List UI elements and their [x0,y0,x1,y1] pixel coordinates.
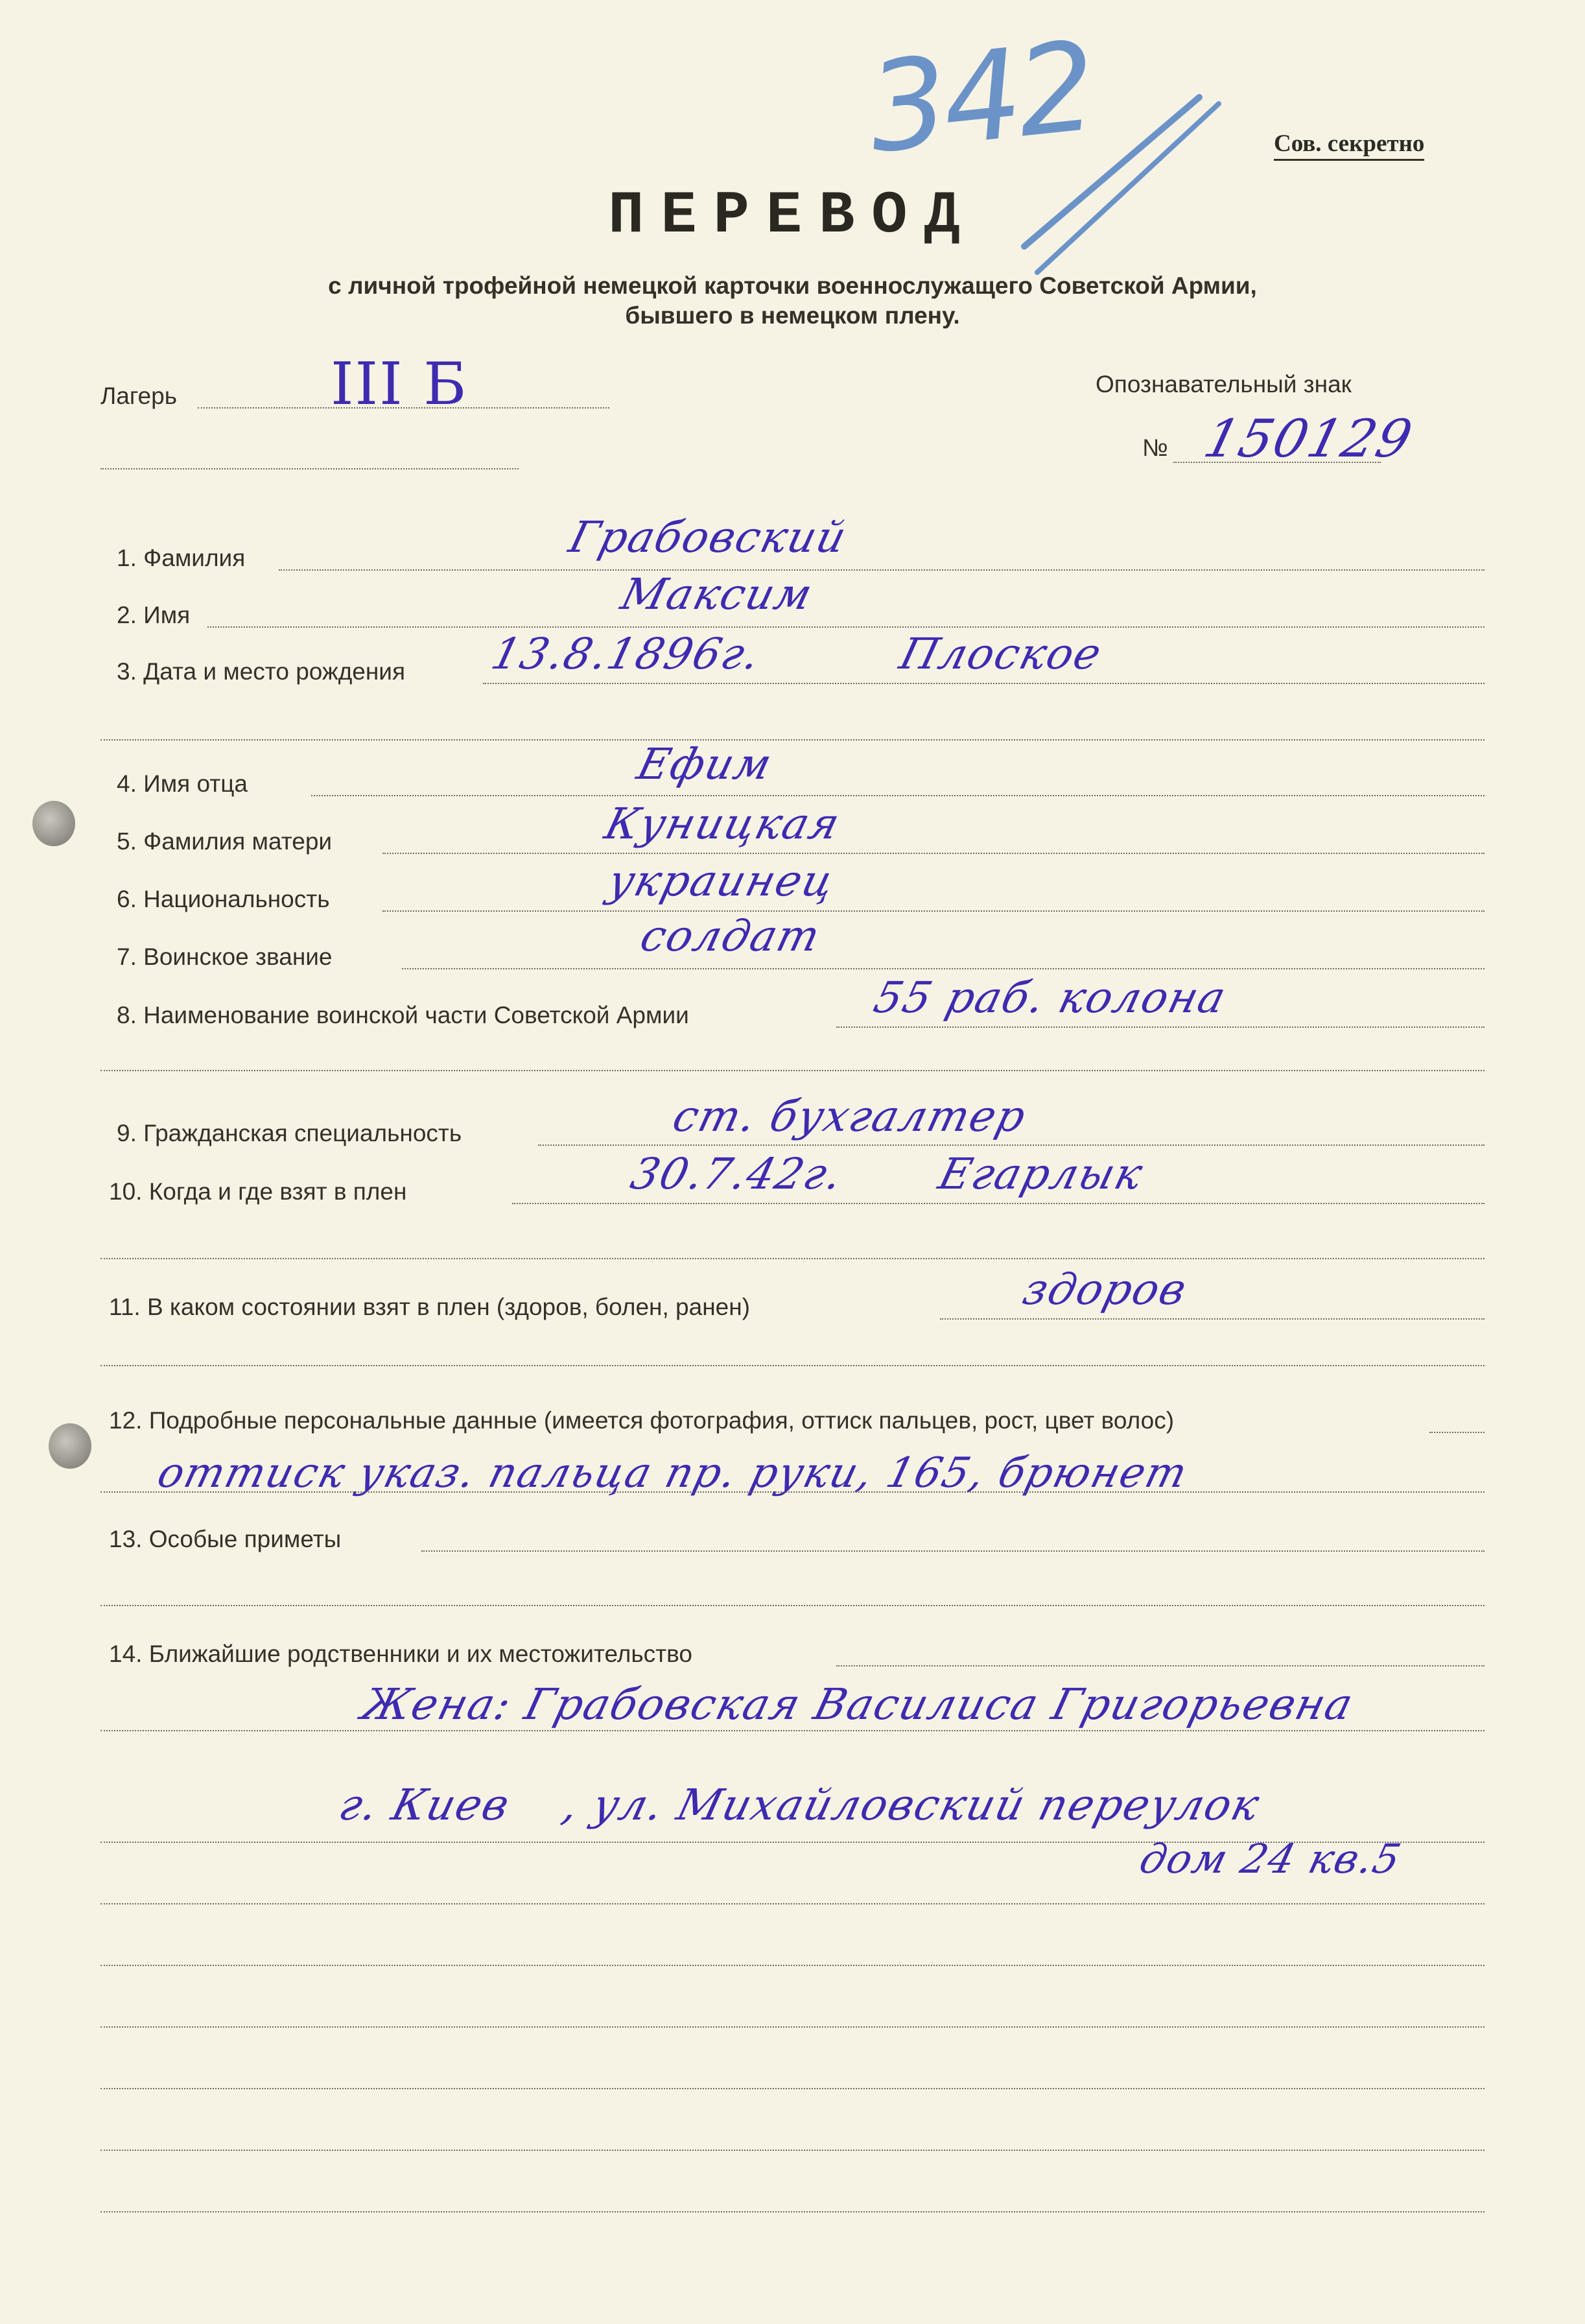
field-10-label: 10. Когда и где взят в плен [109,1178,407,1205]
field-7-label: 7. Воинское звание [117,943,333,970]
camp-label: Лагерь [100,383,177,409]
field-14-line-9 [100,2211,1485,2212]
field-14-line-8 [100,2150,1485,2151]
field-14-line-5 [100,1965,1485,1966]
field-14-line-7 [100,2088,1485,2089]
pencil-annotation: 342 [862,14,1099,181]
field-14-line2a: г. Киев [334,1780,515,1830]
field-5-line [382,853,1485,854]
field-8-value: 55 раб. колона [869,973,1232,1023]
field-10-line-2 [100,1258,1485,1259]
field-7-line [402,968,1485,969]
field-8-line [836,1026,1485,1028]
id-tag-number-label: № [1142,434,1168,461]
field-12-line-2 [100,1491,1485,1493]
field-2-label: 2. Имя [117,602,191,628]
field-14-line-2 [100,1730,1485,1731]
field-6-label: 6. Национальность [117,886,330,912]
field-5-label: 5. Фамилия матери [117,828,333,855]
field-2-value: Максим [616,569,819,619]
field-5-value: Куницкая [600,799,846,849]
field-14-label: 14. Ближайшие родственники и их местожительство [109,1641,692,1667]
field-6-value: украинец [603,856,840,906]
field-2-line [207,626,1485,628]
field-6-line [382,910,1485,912]
field-7-value: солдат [635,911,827,961]
camp-line-2 [100,468,519,469]
field-4-line [311,795,1485,796]
field-13-line-2 [100,1605,1485,1606]
field-10-line [512,1203,1485,1204]
field-11-value: здоров [1018,1264,1193,1314]
field-12-value: оттиск указ. пальца пр. руки, 165, брюнет [152,1449,1193,1497]
camp-value: III Б [331,350,468,418]
id-tag-label: Опознавательный знак [1096,371,1352,397]
field-14-line-4 [100,1903,1485,1904]
field-3-line-2 [100,739,1485,741]
field-10-place: Егарлык [933,1149,1149,1199]
field-3-date: 13.8.1896г. [486,629,766,679]
field-9-label: 9. Гражданская специальность [117,1120,462,1146]
field-13-label: 13. Особые приметы [109,1526,342,1552]
field-14-line3: дом 24 кв.5 [1134,1835,1407,1882]
field-1-line [279,569,1485,571]
field-4-label: 4. Имя отца [117,770,248,797]
field-9-value: ст. бухгалтер [668,1091,1032,1141]
field-11-label: 11. В каком состоянии взят в плен (здоров, болен, ранен) [109,1294,750,1320]
field-14-line2b: , ул. Михайловский переулок [558,1780,1265,1830]
id-tag-value: 150129 [1198,409,1419,469]
field-13-line [421,1550,1485,1552]
field-12-label: 12. Подробные персональные данные (имеется фотография, оттиск пальцев, рост, цвет волос) [109,1407,1175,1434]
field-14-line-6 [100,2026,1485,2028]
field-11-line [940,1318,1485,1320]
field-8-line-2 [100,1070,1485,1071]
field-10-date: 30.7.42г. [626,1149,849,1199]
field-8-label: 8. Наименование воинской части Советской Армии [117,1002,689,1028]
field-1-value: Грабовский [564,512,852,562]
subtitle-line-1: с личной трофейной немецкой карточки военнослужащего Советской Армии, [328,272,1257,299]
field-4-value: Ефим [632,739,778,789]
field-12-line [1429,1432,1485,1433]
field-3-place: Плоское [895,629,1108,679]
field-14-line1: Жена: Грабовская Василиса Григорьевна [357,1679,1359,1729]
field-3-label: 3. Дата и место рождения [117,658,405,685]
field-1-label: 1. Фамилия [117,545,246,571]
field-11-line-2 [100,1365,1485,1366]
subtitle-line-2: бывшего в немецком плену. [625,302,960,329]
field-9-line [538,1144,1485,1146]
field-14-line [836,1665,1485,1666]
field-3-line [483,683,1485,684]
document-title: ПЕРЕВОД [608,182,977,250]
secrecy-label: Сов. секретно [1274,130,1424,161]
